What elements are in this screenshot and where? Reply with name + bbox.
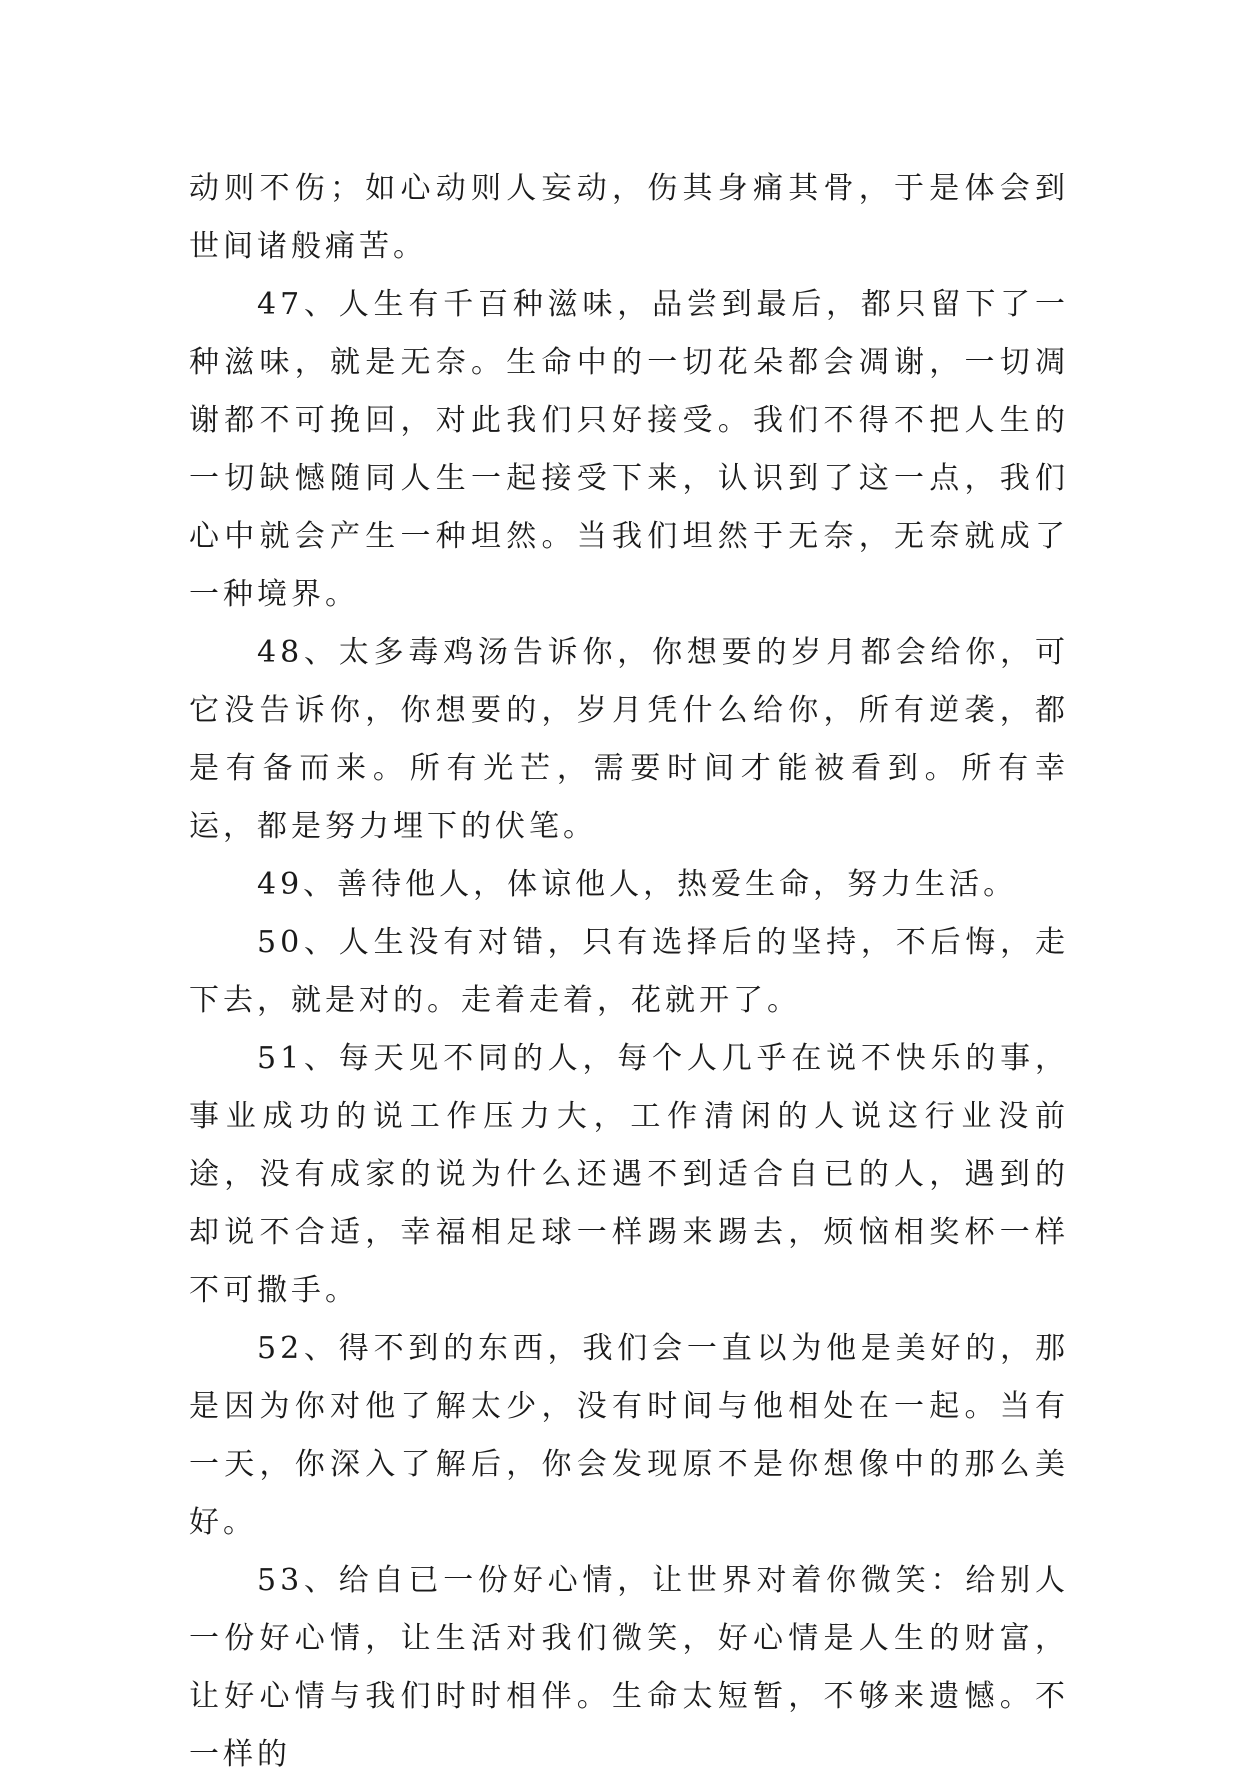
paragraph-51: 51、每天见不同的人，每个人几乎在说不快乐的事，事业成功的说工作压力大，工作清闲的人说这行业没前途，没有成家的说为什么还遇不到适合自已的人，遇到的却说不合适，幸福相足球一样踢来踢去，烦恼相奖杯一样不可撒手。 [189, 1041, 1069, 1308]
paragraph-50: 50、人生没有对错，只有选择后的坚持，不后悔，走下去，就是对的。走着走着，花就开了。 [189, 925, 1069, 1018]
paragraph-53: 53、给自已一份好心情，让世界对着你微笑：给别人一份好心情，让生活对我们微笑，好心情是人生的财富，让好心情与我们时时相伴。生命太短暂，不够来遗憾。不一样的 [189, 1563, 1069, 1772]
paragraph-49: 49、善待他人，体谅他人，热爱生命，努力生活。 [257, 867, 1018, 902]
paragraph-52: 52、得不到的东西，我们会一直以为他是美好的，那是因为你对他了解太少，没有时间与他相处在一起。当有一天，你深入了解后，你会发现原不是你想像中的那么美好。 [189, 1331, 1069, 1540]
document-body [189, 160, 1069, 1784]
paragraph-48: 48、太多毒鸡汤告诉你，你想要的岁月都会给你，可它没告诉你，你想要的，岁月凭什么给你，所有逆袭，都是有备而来。所有光芒，需要时间才能被看到。所有幸运，都是努力埋下的伏笔。 [189, 635, 1069, 844]
paragraph-continuation: 动则不伤；如心动则人妄动，伤其身痛其骨，于是体会到世间诸般痛苦。 [189, 171, 1069, 264]
paragraph-47: 47、人生有千百种滋味，品尝到最后，都只留下了一种滋味，就是无奈。生命中的一切花朵都会凋谢，一切凋谢都不可挽回，对此我们只好接受。我们不得不把人生的一切缺憾随同人生一起接受下来，认识到了这一点，我们心中就会产生一种坦然。当我们坦然于无奈，无奈就成了一种境界。 [189, 287, 1069, 612]
